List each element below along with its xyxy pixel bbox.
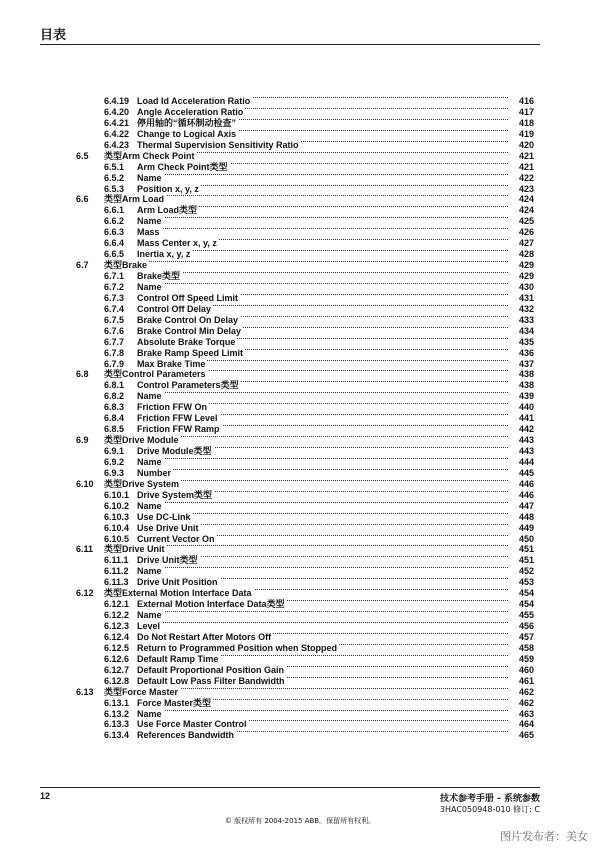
toc-entry-number: 6.8.2 [104,391,125,402]
toc-entry-title: Name [137,456,162,467]
toc-subsection-entry[interactable] [0,249,600,260]
toc-entry-title: Drive Module类型 [137,446,212,456]
toc-entry-page: 431 [510,293,534,304]
toc-subsection-entry[interactable] [0,555,600,566]
toc-entry-number: 6.7.1 [104,271,125,281]
toc-entry-page: 453 [510,577,534,588]
toc-entry-page: 455 [510,610,534,621]
toc-leader-dots [140,391,508,393]
toc-subsection-entry[interactable] [0,446,600,457]
toc-entry-title: Brake Control On Delay [137,314,239,325]
toc-entry-number: 6.7.9 [104,358,125,369]
toc-subsection-entry[interactable] [0,337,600,348]
toc-entry-number: 6.8.1 [104,380,125,391]
toc-subsection-entry[interactable] [0,391,600,402]
toc-entry-number: 6.10.1 [104,489,130,500]
toc-entry-page: 444 [510,457,534,468]
toc-entry-page: 438 [510,380,534,391]
toc-leader-dots [140,457,508,459]
toc-section-entry[interactable] [0,194,600,205]
toc-entry-title: Control Parameters类型 [137,380,239,391]
toc-subsection-entry[interactable] [0,304,600,315]
toc-entry-title: Max Brake Time [137,358,206,369]
toc-subsection-entry[interactable] [0,424,600,435]
toc-leader-dots [140,621,508,623]
toc-entry-title: Position x, y, z [137,183,199,194]
toc-leader-dots [140,271,508,273]
toc-subsection-entry[interactable] [0,96,600,107]
toc-subsection-entry[interactable] [0,348,600,359]
toc-entry-number: 6.7 [76,260,89,271]
toc-entry-page: 454 [510,588,534,599]
toc-entry-number: 6.8.5 [104,424,125,435]
toc-entry-title: 类型Arm Check Point [104,150,195,161]
toc-entry-title: Do Not Restart After Motors Off [137,631,272,642]
toc-subsection-entry[interactable] [0,599,600,610]
toc-subsection-entry[interactable] [0,676,600,687]
toc-entry-page: 458 [510,643,534,654]
toc-subsection-entry[interactable] [0,184,600,195]
toc-entry-number: 6.7.4 [104,303,125,314]
toc-entry-number: 6.6.5 [104,249,125,260]
toc-entry-title: 类型Brake [104,260,148,271]
toc-entry-title: Current Vector On [137,533,215,544]
toc-entry-page: 445 [510,468,534,479]
toc-subsection-entry[interactable] [0,380,600,391]
toc-entry-number: 6.7.6 [104,325,125,336]
toc-entry-number: 6.7.8 [104,347,125,358]
toc-section-entry[interactable] [0,151,600,162]
toc-entry-page: 454 [510,599,534,610]
toc-entry-number: 6.5 [76,150,89,161]
toc-subsection-entry[interactable] [0,632,600,643]
toc-entry-title: 类型Arm Load [104,194,165,205]
toc-entry-number: 6.12.8 [104,675,130,686]
toc-subsection-entry[interactable] [0,610,600,621]
toc-entry-number: 6.6 [76,194,89,205]
toc-entry-page: 451 [510,544,534,555]
toc-subsection-entry[interactable] [0,227,600,238]
toc-entry-title: Arm Load类型 [137,205,198,216]
toc-entry-number: 6.9.1 [104,446,125,456]
toc-entry-title: Number [137,467,172,478]
toc-entry-page: 443 [510,435,534,446]
toc-leader-dots [140,610,508,612]
toc-entry-number: 6.5.2 [104,172,125,183]
toc-entry-number: 6.11 [76,544,94,555]
toc-subsection-entry[interactable] [0,238,600,249]
toc-subsection-entry[interactable] [0,534,600,545]
toc-entry-title: Drive Unit Position [137,577,218,588]
toc-entry-title: 类型Drive Unit [104,544,165,555]
toc-subsection-entry[interactable] [0,698,600,709]
toc-entry-title: Default Proportional Position Gain [137,664,285,675]
toc-entry-title: Name [137,216,162,227]
toc-entry-page: 462 [510,687,534,698]
toc-subsection-entry[interactable] [0,129,600,140]
toc-subsection-entry[interactable] [0,271,600,282]
toc-entry-page: 463 [510,709,534,720]
toc-entry-page: 446 [510,490,534,501]
toc-entry-number: 6.12.5 [104,642,130,653]
toc-entry-page: 421 [510,151,534,162]
toc-entry-number: 6.11.3 [104,577,129,588]
toc-leader-dots [140,709,508,711]
toc-entry-number: 6.10 [76,478,94,489]
toc-entry-number: 6.8.4 [104,413,125,424]
toc-section-entry[interactable] [0,369,600,380]
toc-entry-number: 6.13.3 [104,719,130,730]
watermark: 图片发布者：美女 [500,830,588,843]
header-divider [40,44,540,45]
toc-entry-page: 426 [510,227,534,238]
toc-entry-page: 438 [510,369,534,380]
toc-entry-number: 6.4.23 [104,139,130,150]
toc-subsection-entry[interactable] [0,730,600,741]
toc-entry-page: 419 [510,129,534,140]
toc-leader-dots [140,501,508,503]
toc-leader-dots [140,173,508,175]
toc-entry-number: 6.6.4 [104,238,125,249]
toc-entry-number: 6.10.2 [104,500,130,511]
toc-entry-title: Drive Unit类型 [137,555,198,566]
toc-section-entry[interactable] [0,544,600,555]
toc-subsection-entry[interactable] [0,490,600,501]
toc-entry-title: Name [137,566,162,577]
toc-entry-title: 停用轴的“循环制动检查” [137,117,237,128]
toc-leader-dots [140,282,508,284]
toc-entry-title: Control Off Speed Limit [137,292,238,303]
toc-entry-page: 418 [510,118,534,129]
toc-entry-title: Level [137,621,161,631]
toc-entry-page: 456 [510,621,534,632]
toc-entry-page: 457 [510,632,534,643]
toc-entry-page: 459 [510,654,534,665]
toc-entry-number: 6.4.22 [104,128,130,139]
toc-entry-number: 6.6.3 [104,227,125,238]
toc-entry-page: 464 [510,719,534,730]
toc-subsection-entry[interactable] [0,577,600,588]
toc-entry-number: 6.12.3 [104,621,130,631]
toc-leader-dots [140,249,508,251]
toc-subsection-entry[interactable] [0,205,600,216]
toc-entry-number: 6.5.3 [104,183,125,194]
toc-entry-page: 430 [510,282,534,293]
toc-entry-number: 6.4.20 [104,106,130,117]
toc-entry-page: 460 [510,665,534,676]
toc-entry-page: 451 [510,555,534,566]
toc-subsection-entry[interactable] [0,719,600,730]
toc-entry-title: 类型Control Parameters [104,369,206,380]
toc-entry-page: 442 [510,424,534,435]
toc-entry-number: 6.12 [76,588,94,599]
toc-entry-page: 441 [510,413,534,424]
toc-entry-title: Brake类型 [137,271,181,281]
toc-entry-number: 6.7.5 [104,314,125,325]
toc-subsection-entry[interactable] [0,523,600,534]
toc-entry-number: 6.12.2 [104,610,130,621]
footer-doc-id: 3HAC050948-010 修订: C [439,805,540,814]
toc-entry-title: Name [137,391,162,402]
toc-entry-title: Use Drive Unit [137,522,199,533]
toc-entry-page: 439 [510,391,534,402]
toc-entry-page: 428 [510,249,534,260]
toc-entry-number: 6.6.2 [104,216,125,227]
toc-entry-title: Name [137,610,162,621]
toc-entry-page: 450 [510,534,534,545]
toc-entry-title: Load Id Acceleration Ratio [137,96,251,106]
toc-entry-page: 462 [510,698,534,709]
toc-section-entry[interactable] [0,260,600,271]
toc-entry-page: 416 [510,96,534,107]
toc-entry-number: 6.10.3 [104,511,130,522]
toc-entry-page: 422 [510,173,534,184]
toc-entry-title: Name [137,172,162,183]
toc-subsection-entry[interactable] [0,643,600,654]
toc-entry-page: 420 [510,140,534,151]
toc-entry-title: Use Force Master Control [137,719,247,730]
toc-entry-title: Friction FFW Ramp [137,424,220,435]
toc-section-entry[interactable] [0,435,600,446]
toc-subsection-entry[interactable] [0,665,600,676]
toc-entry-title: Name [137,500,162,511]
toc-entry-page: 429 [510,260,534,271]
toc-subsection-entry[interactable] [0,512,600,523]
toc-entry-number: 6.13.4 [104,730,130,741]
toc-subsection-entry[interactable] [0,326,600,337]
toc-subsection-entry[interactable] [0,282,600,293]
toc-entry-number: 6.11.2 [104,566,129,577]
toc-subsection-entry[interactable] [0,402,600,413]
toc-entry-title: Change to Logical Axis [137,128,237,139]
toc-entry-page: 436 [510,348,534,359]
toc-entry-page: 432 [510,304,534,315]
toc-entry-page: 417 [510,107,534,118]
toc-leader-dots [140,468,508,470]
toc-subsection-entry[interactable] [0,315,600,326]
footer-page-number: 12 [40,791,51,801]
toc-entry-page: 465 [510,730,534,741]
toc-leader-dots [140,216,508,218]
toc-entry-number: 6.10.4 [104,522,130,533]
toc-subsection-entry[interactable] [0,413,600,424]
toc-entry-title: Default Low Pass Filter Bandwidth [137,675,285,686]
toc-entry-title: Mass [137,227,160,238]
toc-subsection-entry[interactable] [0,293,600,304]
toc-section-entry[interactable] [0,687,600,698]
toc-entry-number: 6.13.1 [104,697,130,708]
toc-entry-title: 类型Drive System [104,478,180,489]
toc-entry-page: 434 [510,326,534,337]
toc-entry-title: Inertia x, y, z [137,249,191,260]
toc-leader-dots [140,512,508,514]
toc-leader-dots [140,227,508,229]
toc-entry-number: 6.8.3 [104,402,125,413]
toc-entry-title: Friction FFW On [137,402,207,413]
toc-subsection-entry[interactable] [0,654,600,665]
toc-entry-title: Return to Programmed Position when Stopped [137,642,338,653]
toc-entry-number: 6.11.1 [104,555,129,566]
toc-entry-title: Brake Control Min Delay [137,325,242,336]
toc-entry-number: 6.13.2 [104,708,130,719]
toc-entry-page: 423 [510,184,534,195]
toc-entry-page: 443 [510,446,534,457]
toc-entry-page: 440 [510,402,534,413]
toc-subsection-entry[interactable] [0,173,600,184]
toc-entry-number: 6.7.2 [104,281,125,292]
toc-entry-title: Angle Acceleration Ratio [137,106,244,117]
toc-entry-title: References Bandwidth [137,730,235,741]
toc-entry-number: 6.13 [76,686,94,697]
toc-entry-page: 446 [510,479,534,490]
toc-entry-page: 461 [510,676,534,687]
toc-entry-number: 6.12.6 [104,653,130,664]
toc-entry-title: Force Master类型 [137,697,212,708]
toc-entry-number: 6.7.7 [104,336,125,347]
footer-manual-title: 技术参考手册 - 系统参数 [439,794,540,804]
toc-entry-number: 6.5.1 [104,161,125,172]
toc-entry-title: Arm Check Point类型 [137,161,228,172]
toc-entry-page: 437 [510,359,534,370]
toc-leader-dots [110,194,508,196]
toc-entry-number: 6.7.3 [104,292,125,303]
toc-entry-title: Absolute Brake Torque [137,336,236,347]
toc-entry-title: Default Ramp Time [137,653,219,664]
toc-entry-title: Friction FFW Level [137,413,218,424]
toc-subsection-entry[interactable] [0,457,600,468]
toc-subsection-entry[interactable] [0,566,600,577]
toc-entry-page: 424 [510,194,534,205]
toc-entry-page: 429 [510,271,534,282]
toc-leader-dots [110,544,508,546]
toc-subsection-entry[interactable] [0,621,600,632]
toc-entry-title: Name [137,281,162,292]
toc-entry-number: 6.9.2 [104,456,125,467]
toc-entry-title: 类型External Motion Interface Data [104,588,252,599]
toc-subsection-entry[interactable] [0,118,600,129]
toc-entry-page: 424 [510,205,534,216]
toc-entry-page: 427 [510,238,534,249]
toc-entry-title: Mass Center x, y, z [137,238,217,249]
toc-entry-page: 452 [510,566,534,577]
toc-entry-number: 6.12.4 [104,631,130,642]
toc-entry-page: 425 [510,216,534,227]
toc-entry-title: Control Off Delay [137,303,212,314]
toc-entry-page: 435 [510,337,534,348]
toc-entry-number: 6.6.1 [104,205,125,216]
toc-entry-number: 6.9 [76,435,89,446]
toc-section-entry[interactable] [0,479,600,490]
toc-subsection-entry[interactable] [0,162,600,173]
toc-section-entry[interactable] [0,588,600,599]
toc-subsection-entry[interactable] [0,107,600,118]
toc-entry-title: Brake Ramp Speed Limit [137,347,244,358]
page-title: 目表 [40,28,67,43]
toc-entry-title: Drive System类型 [137,489,213,500]
toc-subsection-entry[interactable] [0,216,600,227]
toc-entry-page: 421 [510,162,534,173]
toc-entry-title: Use DC-Link [137,511,191,522]
toc-entry-title: 类型Force Master [104,686,179,697]
toc-subsection-entry[interactable] [0,709,600,720]
toc-leader-dots [110,260,508,262]
toc-subsection-entry[interactable] [0,359,600,370]
toc-entry-page: 433 [510,315,534,326]
toc-entry-number: 6.8 [76,369,89,380]
toc-subsection-entry[interactable] [0,140,600,151]
toc-entry-page: 449 [510,523,534,534]
toc-entry-page: 448 [510,512,534,523]
toc-entry-title: Thermal Supervision Sensitivity Ratio [137,139,299,150]
table-of-contents [0,96,600,741]
toc-entry-number: 6.4.19 [104,96,130,106]
toc-entry-title: 类型Drive Module [104,435,179,446]
toc-entry-page: 447 [510,501,534,512]
toc-entry-title: Name [137,708,162,719]
toc-subsection-entry[interactable] [0,501,600,512]
toc-subsection-entry[interactable] [0,468,600,479]
footer-divider [40,787,540,788]
toc-entry-number: 6.9.3 [104,467,125,478]
toc-entry-title: External Motion Interface Data类型 [137,599,285,610]
toc-entry-number: 6.4.21 [104,117,130,128]
copyright-notice: © 版权所有 2004-2015 ABB。保留所有权利。 [224,817,376,825]
toc-entry-number: 6.12.7 [104,664,130,675]
toc-entry-number: 6.12.1 [104,599,130,610]
toc-leader-dots [140,566,508,568]
toc-entry-number: 6.10.5 [104,533,130,544]
